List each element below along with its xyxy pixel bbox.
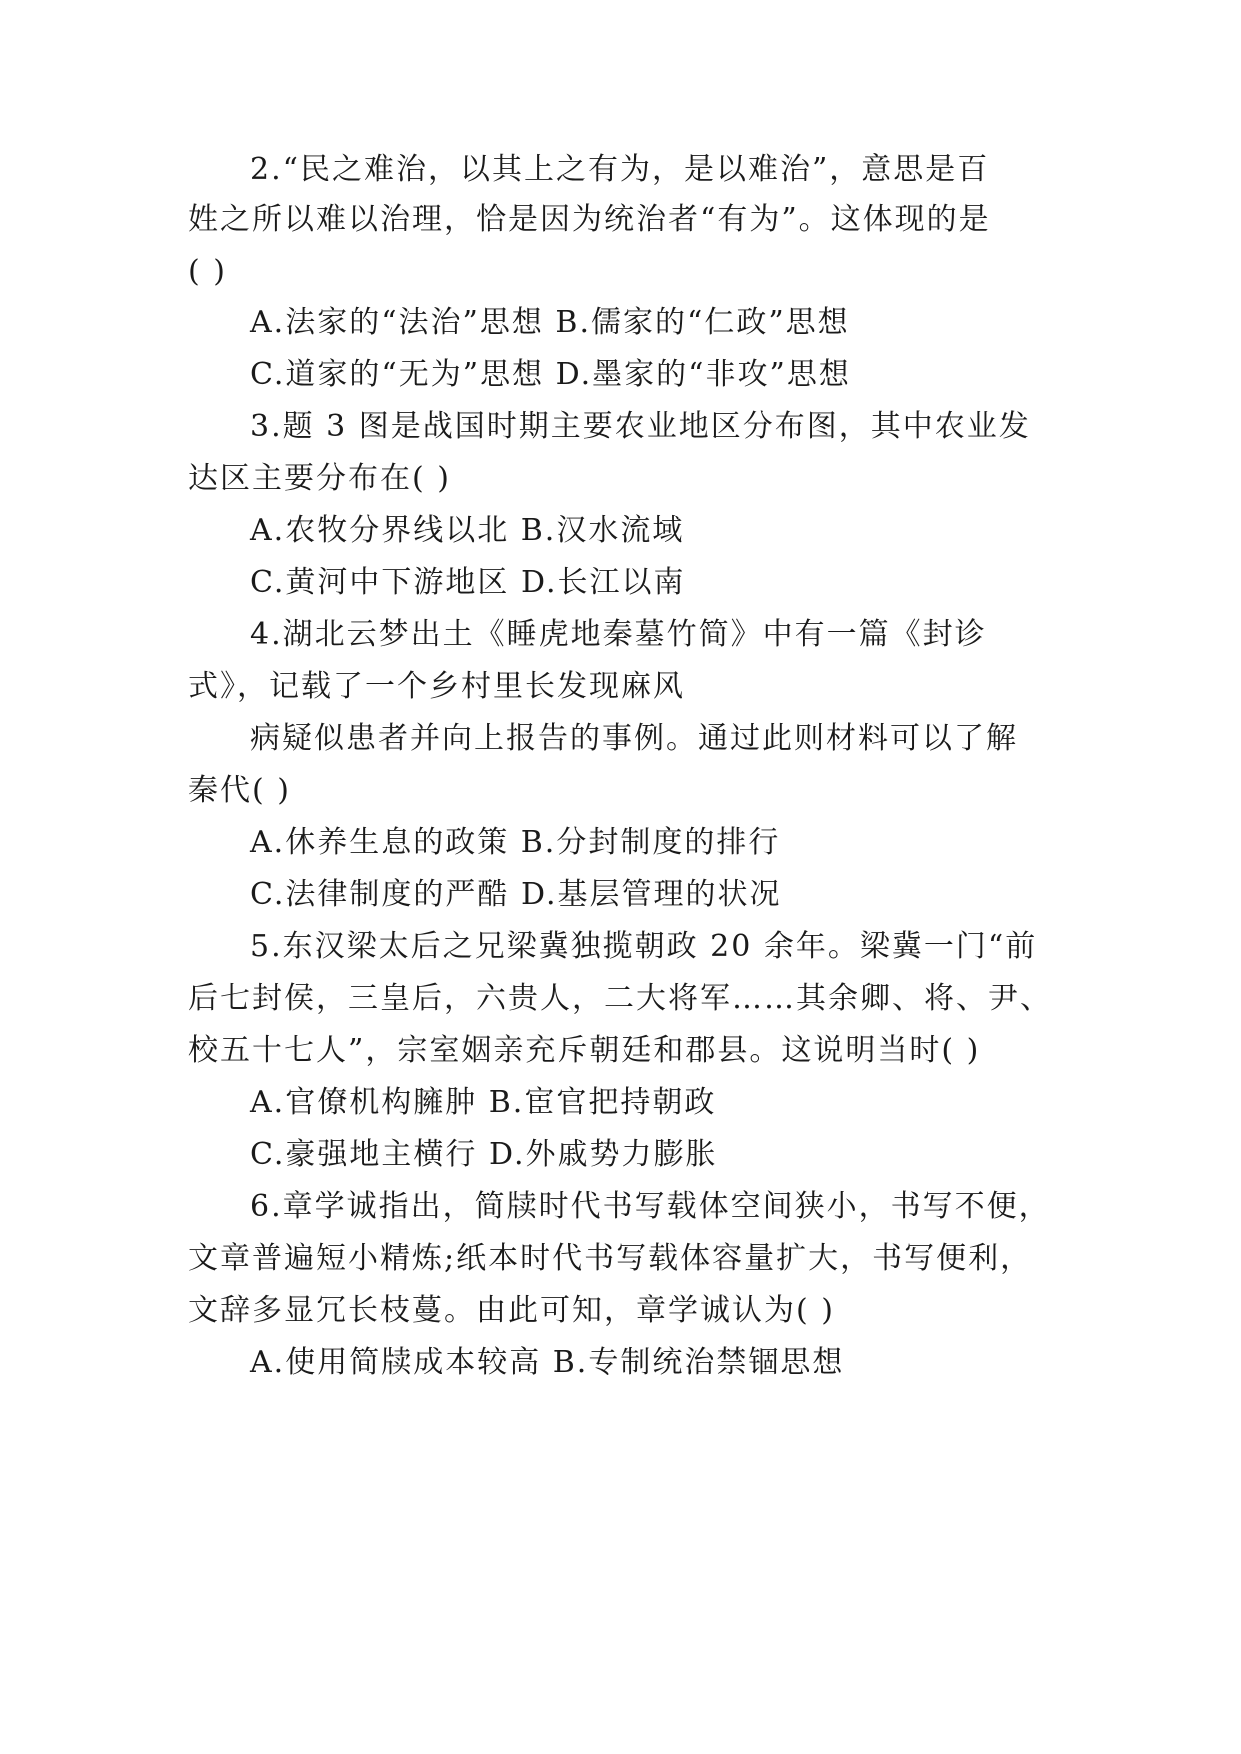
q3-stem-line-2: 达区主要分布在( )	[188, 461, 451, 496]
q2-options-ab: A.法家的“法治”思想 B.儒家的“仁政”思想	[250, 305, 850, 340]
q6-options-ab: A.使用简牍成本较高 B.专制统治禁锢思想	[250, 1345, 845, 1380]
q3-options-cd: C.黄河中下游地区 D.长江以南	[250, 565, 686, 600]
q4-options-ab: A.休养生息的政策 B.分封制度的排行	[250, 825, 781, 860]
q2-stem-line-2: 姓之所以难以治理，恰是因为统治者“有为”。这体现的是	[188, 202, 991, 237]
q5-options-ab: A.官僚机构臃肿 B.宦官把持朝政	[250, 1085, 717, 1120]
q3-options-ab: A.农牧分界线以北 B.汉水流域	[250, 513, 685, 548]
q2-answer-blank: ( )	[188, 254, 227, 289]
q5-options-cd: C.豪强地主横行 D.外戚势力膨胀	[250, 1137, 718, 1172]
q5-stem-line-3: 校五十七人”，宗室姻亲充斥朝廷和郡县。这说明当时( )	[188, 1033, 981, 1068]
q3-stem-line-1: 3.题 3 图是战国时期主要农业地区分布图，其中农业发	[250, 409, 1031, 444]
q4-stem-line-2: 式》，记载了一个乡村里长发现麻风	[188, 669, 685, 704]
q5-stem-line-2: 后七封侯，三皇后，六贵人，二大将军……其余卿、将、尹、	[188, 981, 1052, 1016]
q5-stem-line-1: 5.东汉梁太后之兄梁冀独揽朝政 20 余年。梁冀一门“前	[250, 929, 1038, 964]
q4-stem-line-3: 病疑似患者并向上报告的事例。通过此则材料可以了解	[250, 721, 1018, 756]
q6-stem-line-2: 文章普遍短小精炼;纸本时代书写载体容量扩大，书写便利，	[188, 1241, 1033, 1276]
q6-stem-line-3: 文辞多显冗长枝蔓。由此可知，章学诚认为( )	[188, 1293, 835, 1328]
q2-stem-line-1: 2.“民之难治，以其上之有为，是以难治”，意思是百	[250, 152, 990, 187]
q4-stem-line-4: 秦代( )	[188, 773, 291, 808]
q4-stem-line-1: 4.湖北云梦出土《睡虎地秦墓竹简》中有一篇《封诊	[250, 617, 987, 652]
q4-options-cd: C.法律制度的严酷 D.基层管理的状况	[250, 877, 782, 912]
q6-stem-line-1: 6.章学诚指出，简牍时代书写载体空间狭小，书写不便，	[250, 1189, 1051, 1224]
q2-options-cd: C.道家的“无为”思想 D.墨家的“非攻”思想	[250, 357, 851, 392]
